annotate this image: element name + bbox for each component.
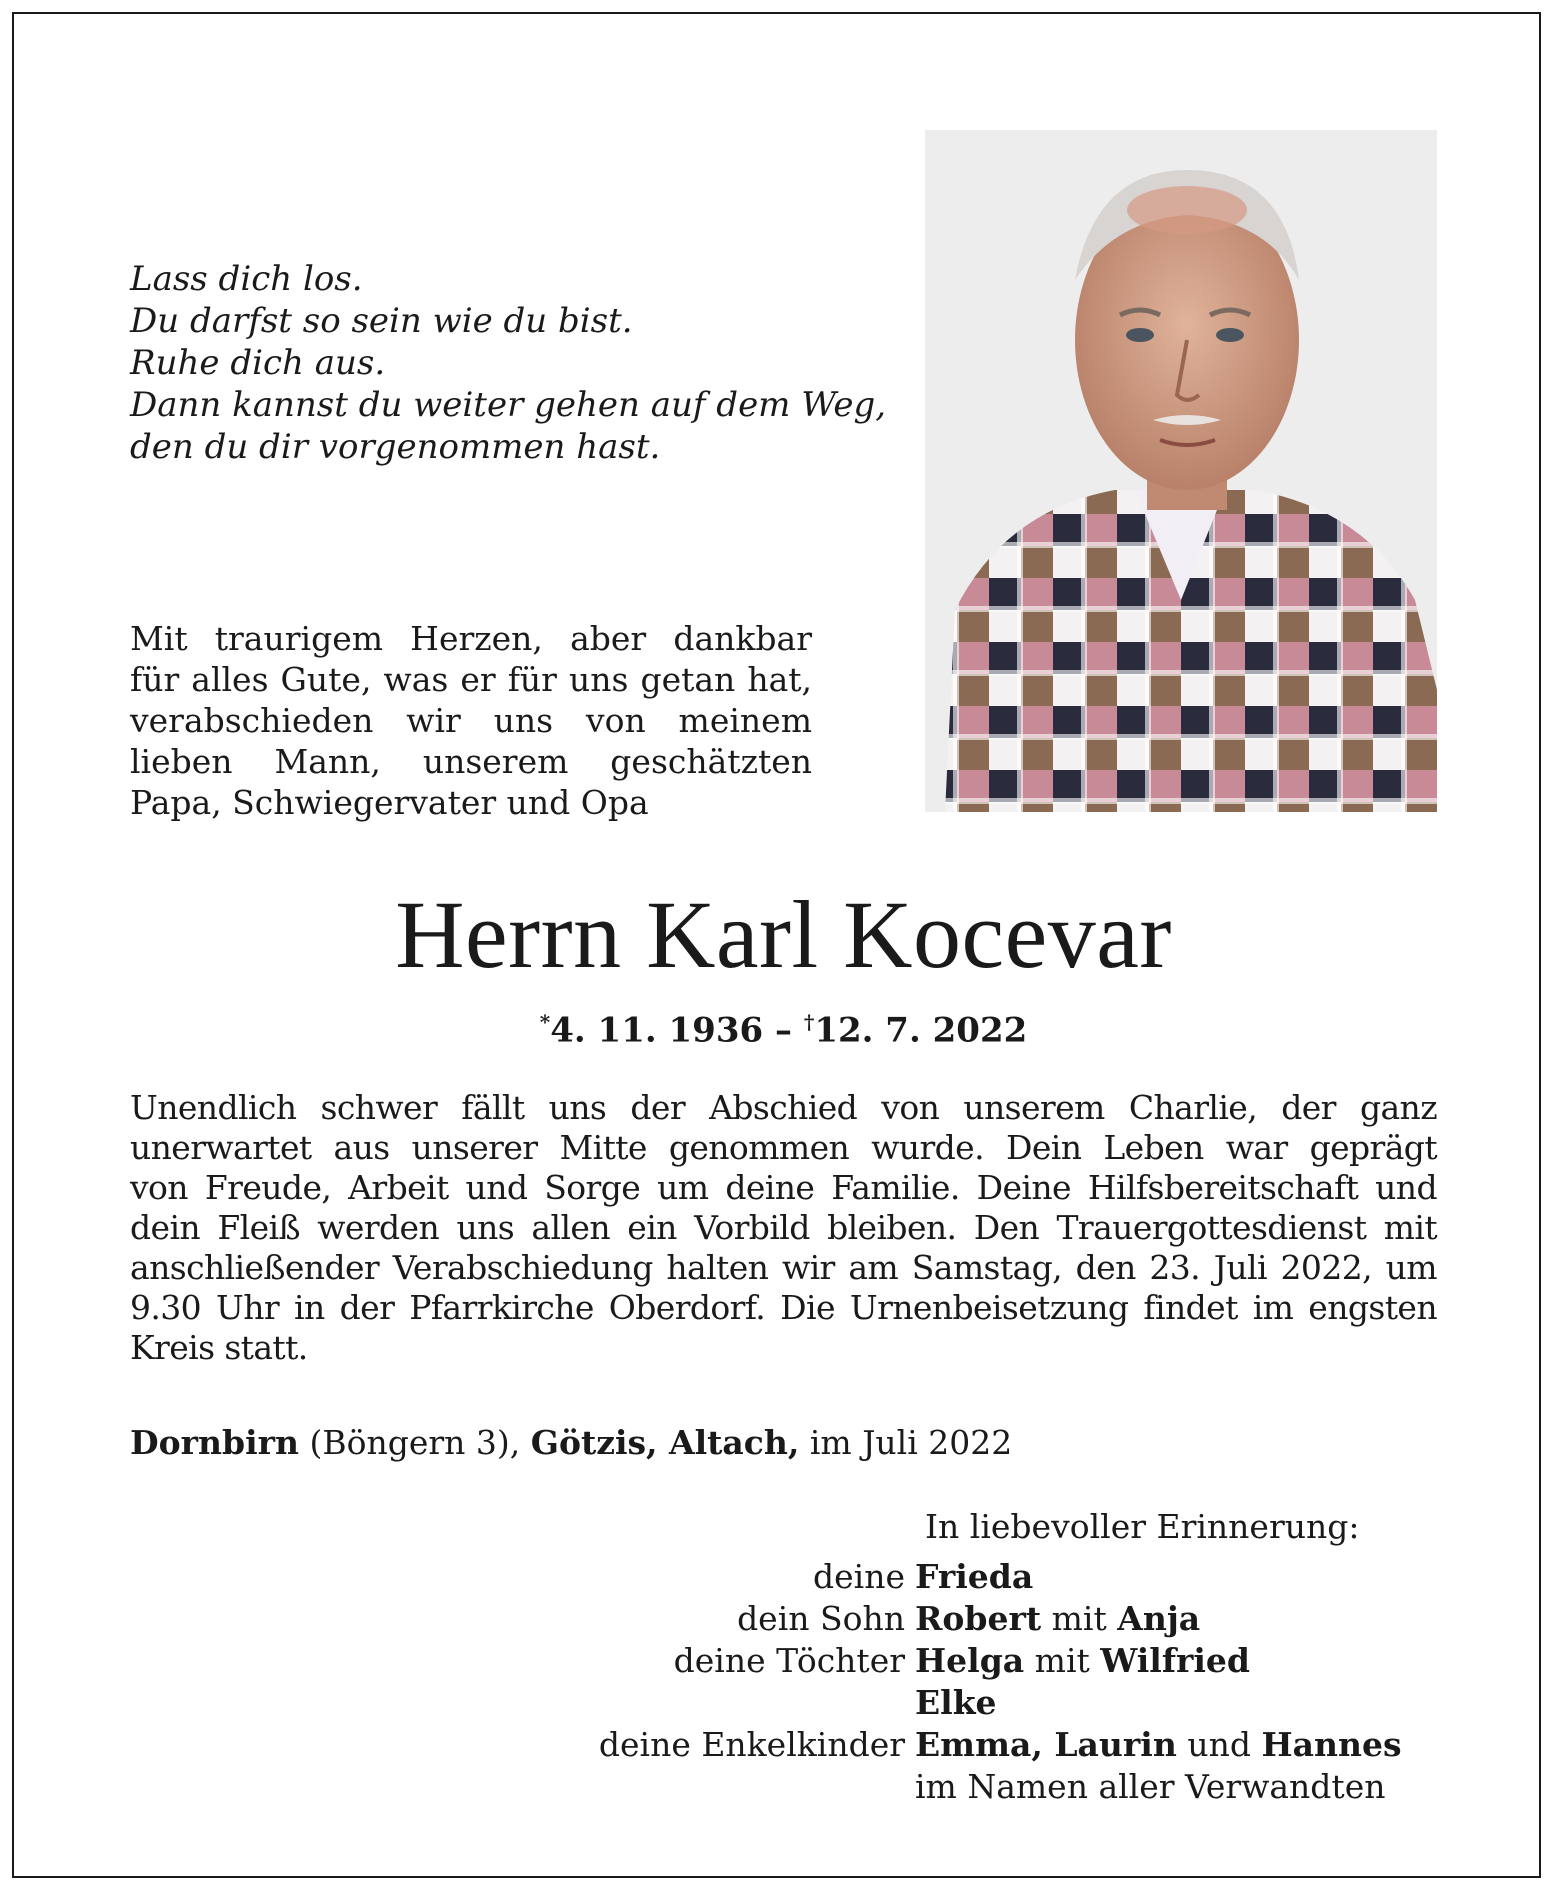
body-line: anschließender Verabschiedung halten wir am Samstag, den 23. Juli 2022, um	[130, 1248, 1437, 1287]
intro-line: lieben Mann, unserem geschätzten	[130, 742, 812, 781]
intro-line: Papa, Schwiegervater und Opa	[130, 783, 649, 822]
memory-label: In liebevoller Erinnerung:	[925, 1507, 1360, 1546]
family-name: Elke	[915, 1683, 997, 1722]
body-line: Unendlich schwer fällt uns der Abschied von unserem Charlie, der ganz	[130, 1088, 1437, 1127]
family-name: Wilfried	[1100, 1641, 1251, 1680]
family-row	[500, 1556, 1500, 1598]
family-closing: im Namen aller Verwandten	[915, 1767, 1386, 1806]
family-connector: mit	[1024, 1641, 1101, 1680]
family-row	[500, 1766, 1500, 1808]
body-line: 9.30 Uhr in der Pfarrkirche Oberdorf. Die Urnenbeisetzung findet im engsten	[130, 1288, 1437, 1327]
portrait-image	[925, 130, 1437, 812]
place-date	[130, 1422, 1012, 1464]
intro-line: für alles Gute, was er für uns getan hat,	[130, 660, 812, 699]
family-connector: und	[1176, 1725, 1262, 1764]
poem-line: Du darfst so sein wie du bist.	[130, 301, 633, 341]
place-cities: Götzis, Altach,	[530, 1423, 800, 1462]
poem-line: Dann kannst du weiter gehen auf dem Weg,	[130, 385, 887, 425]
family-row	[500, 1640, 1500, 1682]
family-name: Helga	[915, 1641, 1025, 1680]
family-name: Frieda	[915, 1557, 1034, 1596]
portrait-photo	[925, 130, 1437, 812]
intro-text	[130, 618, 812, 823]
family-connector: mit	[1041, 1599, 1118, 1638]
place-city: Dornbirn	[130, 1423, 299, 1462]
intro-line: verabschieden wir uns von meinem	[130, 701, 812, 740]
body-line: unerwartet aus unserer Mitte genommen wurde. Dein Leben war geprägt	[130, 1128, 1437, 1167]
poem-line: Lass dich los.	[130, 259, 363, 299]
family-relation: deine Töchter	[673, 1641, 905, 1680]
death-date: 12. 7. 2022	[814, 1010, 1028, 1051]
place-month: im Juli 2022	[799, 1423, 1013, 1462]
family-name: Robert	[915, 1599, 1042, 1638]
family-relation: deine	[813, 1557, 905, 1596]
family-relation: deine Enkelkinder	[598, 1725, 905, 1764]
body-line: Kreis statt.	[130, 1328, 308, 1367]
poem-line: Ruhe dich aus.	[130, 343, 386, 383]
poem-line: den du dir vorgenommen hast.	[130, 427, 661, 467]
birth-symbol: *	[539, 1010, 551, 1034]
deceased-name: Herrn Karl Kocevar	[395, 881, 1172, 988]
family-row	[500, 1598, 1500, 1640]
family-name: Emma, Laurin	[915, 1725, 1177, 1764]
body-line: von Freude, Arbeit und Sorge um deine Familie. Deine Hilfsbereitschaft und	[130, 1168, 1437, 1207]
birth-date: 4. 11. 1936	[550, 1010, 764, 1051]
family-name: Anja	[1117, 1599, 1201, 1638]
family-row	[500, 1724, 1500, 1766]
family-list	[500, 1556, 1500, 1808]
family-relation: dein Sohn	[737, 1599, 905, 1638]
life-dates	[0, 1000, 1567, 1052]
intro-line: Mit traurigem Herzen, aber dankbar	[130, 619, 812, 658]
date-dash: –	[763, 1010, 804, 1051]
poem	[130, 258, 887, 468]
family-name: Hannes	[1261, 1725, 1402, 1764]
place-address: (Böngern 3),	[299, 1423, 531, 1462]
death-symbol: †	[803, 1010, 815, 1034]
family-row	[500, 1682, 1500, 1724]
body-text	[130, 1088, 1437, 1368]
body-line: dein Fleiß werden uns allen ein Vorbild bleiben. Den Trauergottesdienst mit	[130, 1208, 1437, 1247]
